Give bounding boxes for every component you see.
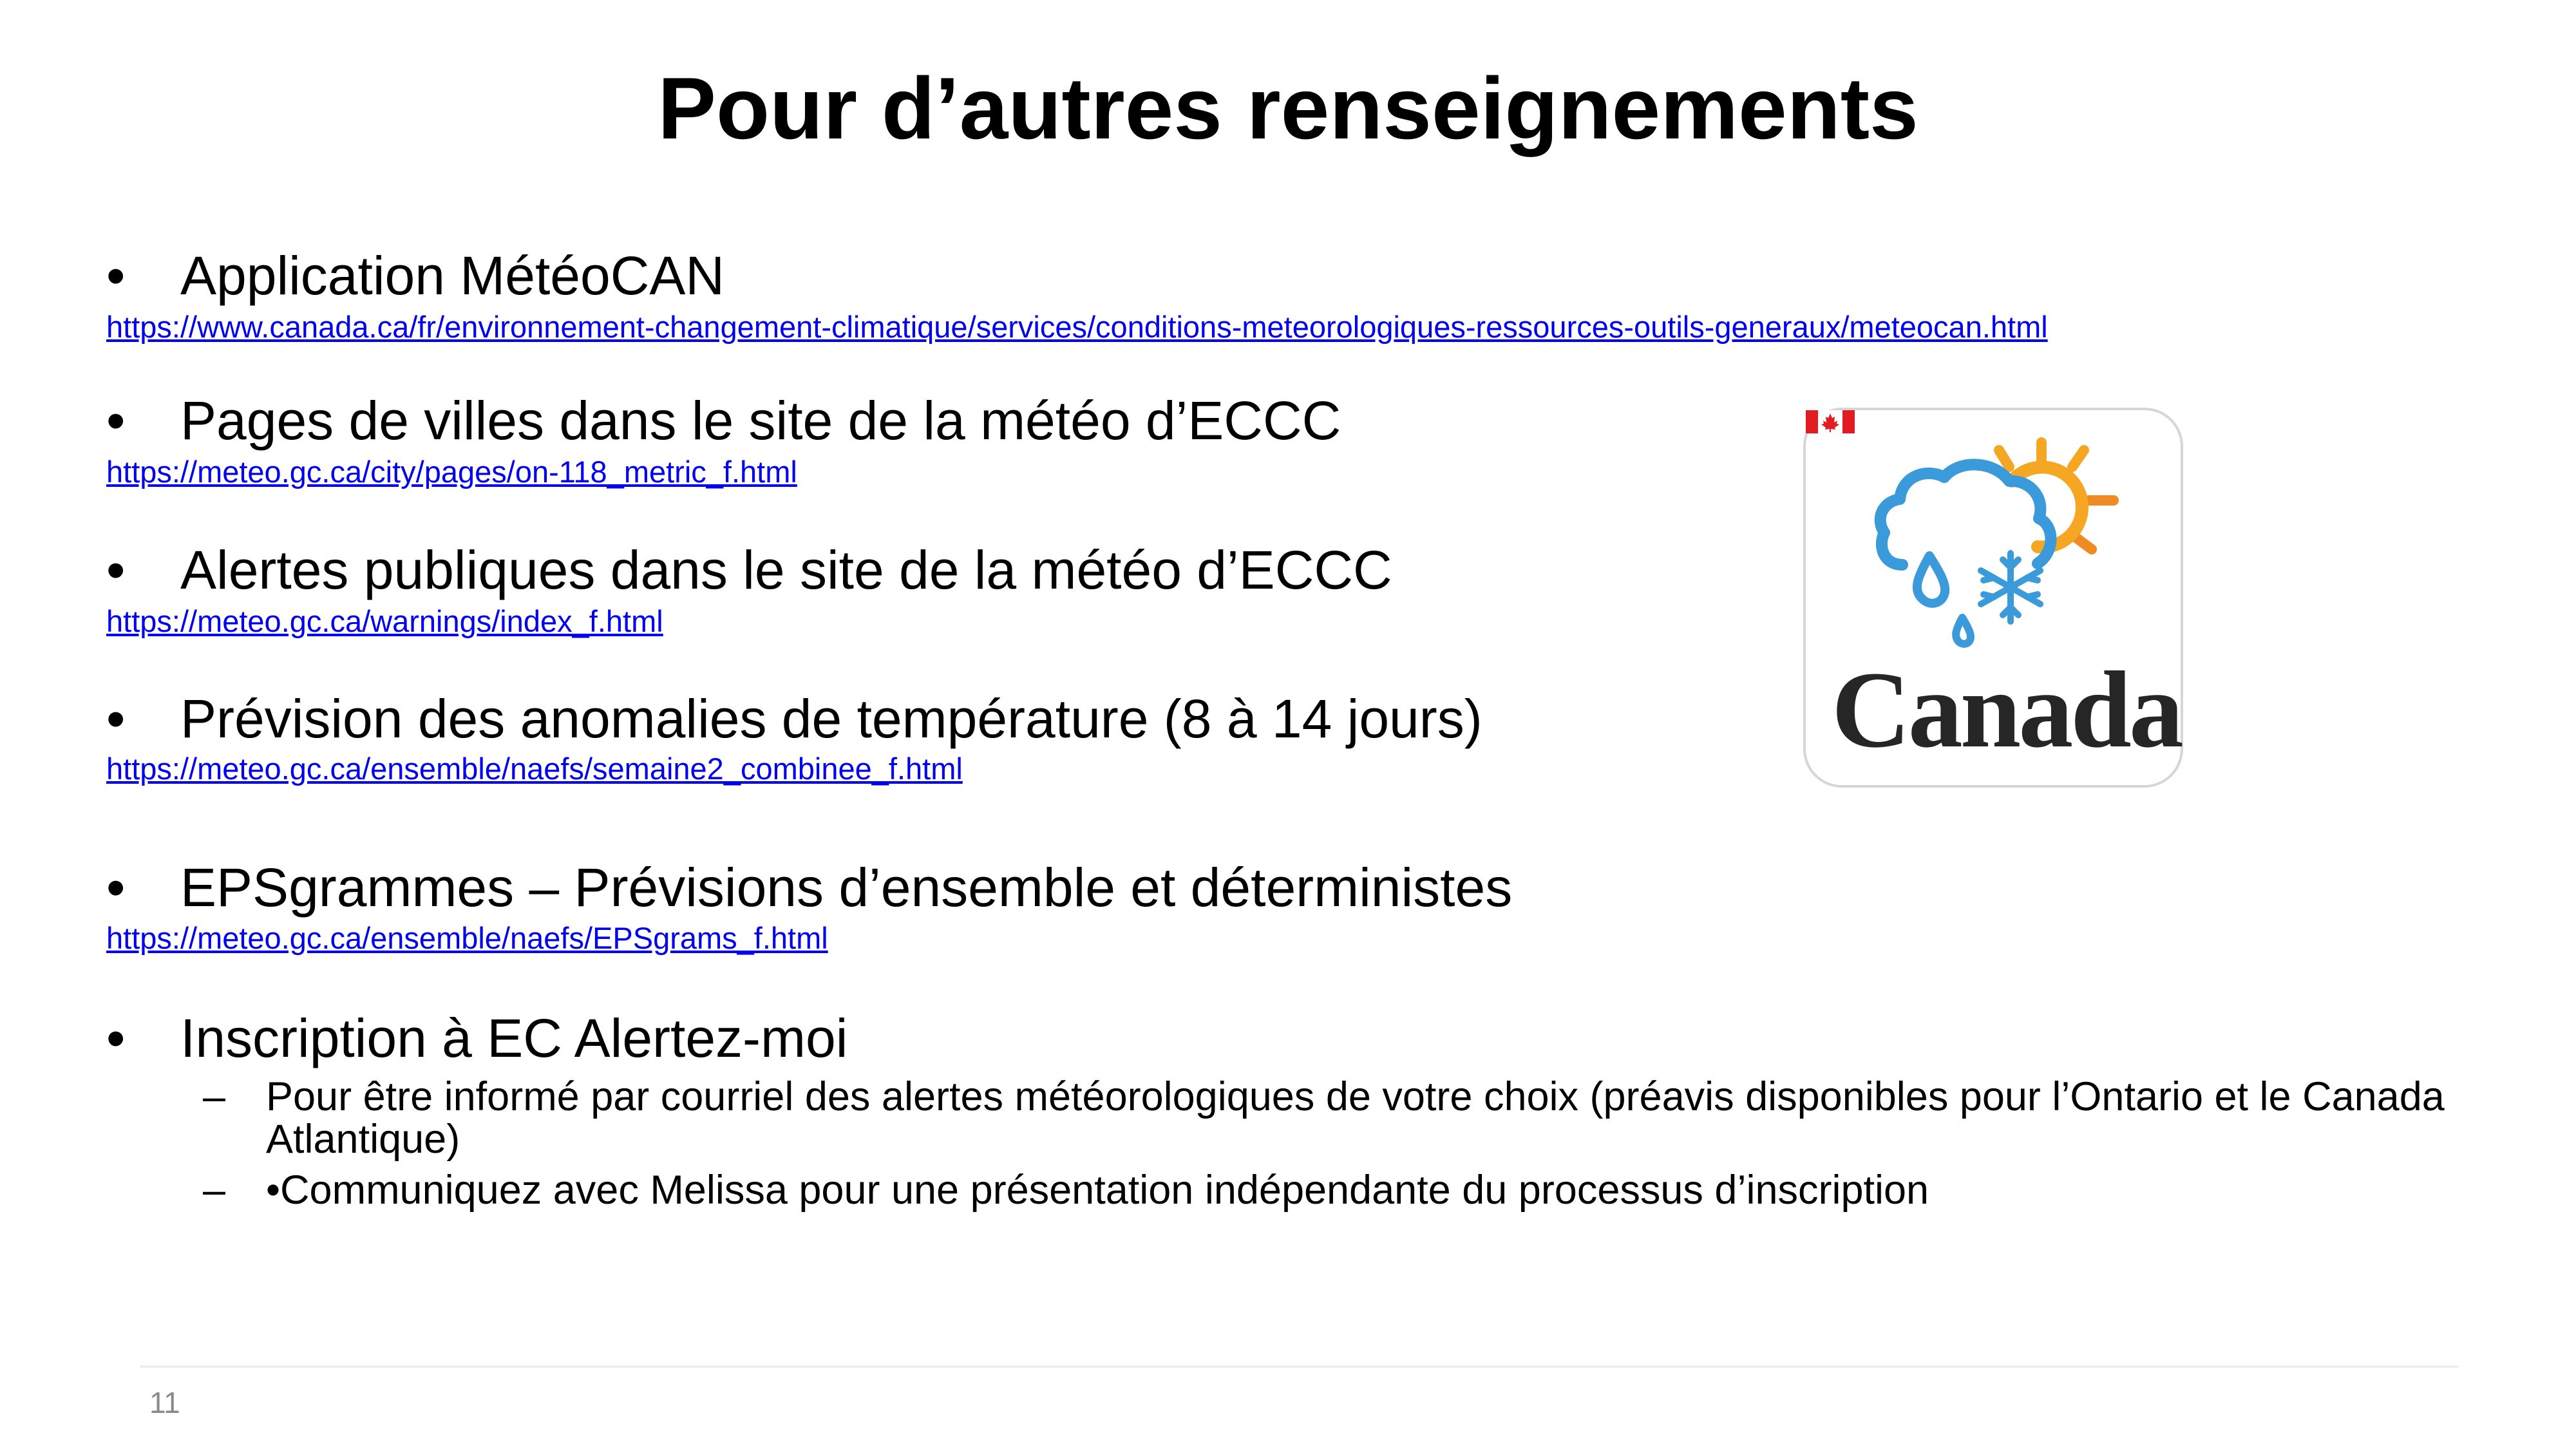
list-item-label: EPSgrammes – Prévisions d’ensemble et déterministes xyxy=(180,857,1513,918)
list-item-label: Inscription à EC Alertez-moi xyxy=(180,1008,848,1068)
link-city-pages[interactable]: https://meteo.gc.ca/city/pages/on-118_metric_f.html xyxy=(106,455,797,489)
sub-item-text: Pour être informé par courriel des alertes météorologiques de votre choix (préavis disponibles pour l’Ontario et le Canada Atlantique) xyxy=(266,1074,2445,1162)
bullet-marker: • xyxy=(106,540,126,600)
bullet-marker: • xyxy=(106,390,126,451)
link-meteocan[interactable]: https://www.canada.ca/fr/environnement-changement-climatique/services/conditions-meteorologiques-ressources-outils-generaux/meteocan.html xyxy=(106,310,2048,344)
sub-item-text: •Communiquez avec Melissa pour une présentation indépendante du processus d’inscription xyxy=(266,1168,1929,1213)
list-item-label: Alertes publiques dans le site de la météo d’ECCC xyxy=(180,540,1392,600)
list-item-label: Pages de villes dans le site de la météo d’ECCC xyxy=(180,390,1341,451)
canada-wordmark: Canada xyxy=(1832,649,2181,770)
link-public-alerts[interactable]: https://meteo.gc.ca/warnings/index_f.html xyxy=(106,604,663,638)
page-number: 11 xyxy=(149,1386,180,1419)
dash-marker: – xyxy=(203,1168,226,1213)
bullet-marker: • xyxy=(106,1008,126,1068)
bullet-marker: • xyxy=(106,245,126,306)
canada-flag-icon xyxy=(1806,410,1855,433)
link-temperature-anomalies[interactable]: https://meteo.gc.ca/ensemble/naefs/semaine2_combinee_f.html xyxy=(106,752,963,786)
dash-marker: – xyxy=(203,1074,226,1119)
weather-cloud-sun-rain-snow-icon xyxy=(1806,410,2186,655)
list-item-label: Application MétéoCAN xyxy=(180,245,725,306)
footer-divider xyxy=(140,1365,2459,1368)
bullet-marker: • xyxy=(106,688,126,749)
meteocan-app-logo xyxy=(1803,408,2183,788)
slide-title: Pour d’autres renseignements xyxy=(658,59,1918,157)
list-item-label: Prévision des anomalies de température (8 à 14 jours) xyxy=(180,688,1482,749)
link-epsgrams[interactable]: https://meteo.gc.ca/ensemble/naefs/EPSgrams_f.html xyxy=(106,921,828,955)
bullet-marker: • xyxy=(106,857,126,918)
